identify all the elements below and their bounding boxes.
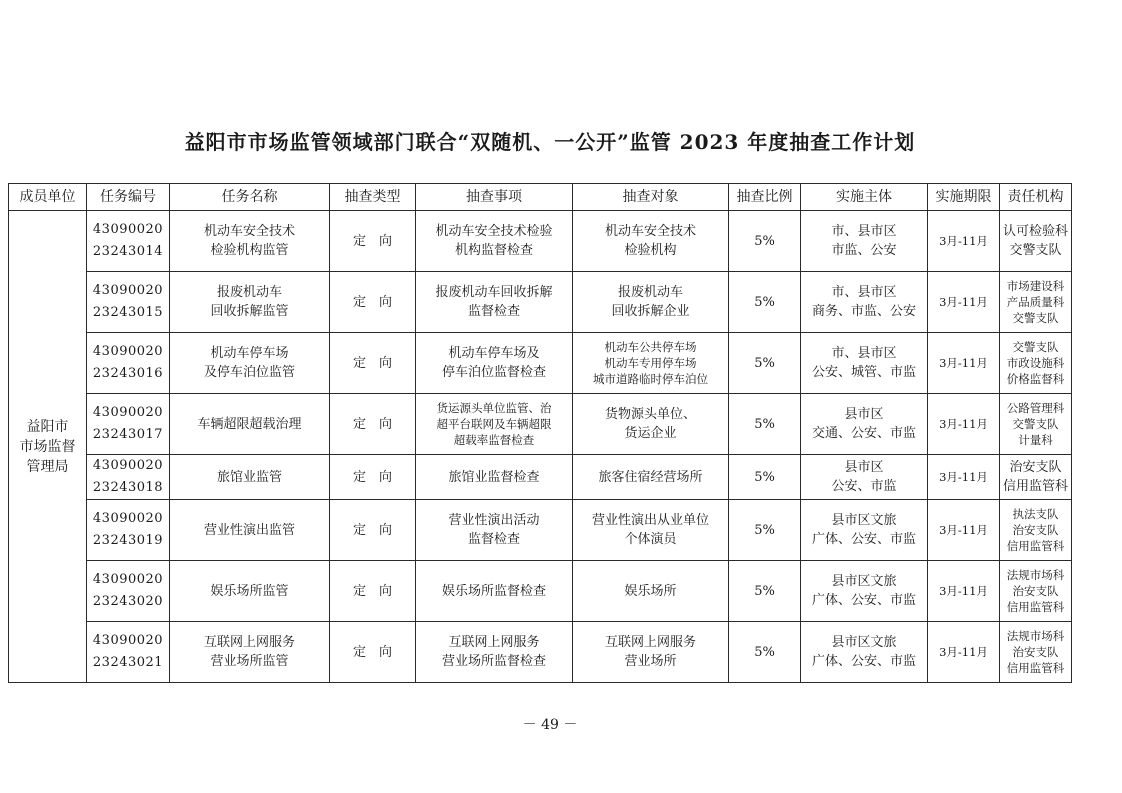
check-object-cell-line: 机动车专用停车场 [604,356,697,370]
check-ratio-cell: 5% [729,455,801,500]
dept-cell-line: 交警支队 [1009,243,1062,258]
check-object-cell-line: 报废机动车 [617,285,683,300]
dept-cell-line: 治安支队 [1012,645,1059,659]
task-code-cell-line: 43090020 [92,511,164,526]
subject-cell-line: 广体、公安、市监 [811,532,916,547]
subject-cell [801,500,928,561]
task-code-cell [87,333,170,394]
check-object-cell-line: 城市道路临时停车泊位 [593,372,708,386]
task-code-cell-line: 43090020 [92,572,164,587]
task-name-cell-line: 检验机构监管 [210,243,289,258]
subject-cell-line: 县市区 [844,460,884,475]
check-matter-cell [416,561,573,622]
task-name-cell-line: 营业性演出监管 [203,522,295,538]
task-code-cell [87,394,170,455]
dept-cell-line: 执法支队 [1012,507,1059,521]
period-cell: 3月-11月 [928,272,1000,333]
dept-cell-line: 治安支队 [1012,584,1059,598]
task-name-cell [170,500,330,561]
task-name-cell-line: 旅馆业监管 [216,469,282,485]
header-period: 实施期限 [928,184,1000,211]
check-object-cell-line: 货物源头单位、 [604,407,696,422]
check-type-cell: 定 向 [330,272,416,333]
subject-cell-line: 广体、公安、市监 [811,654,916,669]
check-matter-cell-line: 互联网上网服务 [448,635,540,650]
check-matter-cell-line: 报废机动车回收拆解 [435,285,553,300]
task-code-cell-line: 23243018 [92,480,164,495]
task-code-cell [87,211,170,272]
check-ratio-cell: 5% [729,622,801,683]
table-row [9,455,1072,500]
check-object-cell [573,333,729,394]
dept-cell-line: 市场建设科 [1006,279,1065,293]
check-type-cell: 定 向 [330,211,416,272]
period-cell: 3月-11月 [928,500,1000,561]
document-title: 益阳市市场监管领域部门联合“双随机、一公开”监管 2023 年度抽查工作计划 [184,130,916,154]
subject-cell [801,561,928,622]
subject-cell-line: 商务、市监、公安 [811,304,916,319]
check-object-cell-line: 检验机构 [624,243,677,258]
table-row [9,272,1072,333]
member-unit-cell [9,211,87,683]
subject-cell [801,333,928,394]
subject-cell-line: 县市区文旅 [831,635,897,650]
dept-cell [1000,455,1072,500]
task-code-cell [87,561,170,622]
period-cell: 3月-11月 [928,394,1000,455]
check-type-cell: 定 向 [330,455,416,500]
task-name-cell-line: 互联网上网服务 [203,635,295,650]
header-dept: 责任机构 [1000,184,1072,211]
check-object-cell [573,561,729,622]
inspection-plan-table [8,183,1072,683]
dept-cell-line: 治安支队 [1009,460,1062,475]
task-name-cell-line: 回收拆解监管 [210,304,289,319]
check-object-cell-line: 个体演员 [624,532,677,547]
check-object-cell [573,211,729,272]
check-matter-cell [416,455,573,500]
dept-cell [1000,394,1072,455]
task-name-cell [170,455,330,500]
task-name-cell-line: 营业场所监管 [210,654,289,669]
check-matter-cell-line: 超平台联网及车辆超限 [436,417,552,431]
table-row [9,333,1072,394]
table-row [9,394,1072,455]
task-name-cell-line: 娱乐场所监管 [210,583,289,599]
task-name-cell [170,394,330,455]
check-object-cell [573,272,729,333]
period-cell: 3月-11月 [928,561,1000,622]
dept-cell-line: 产品质量科 [1006,295,1065,309]
dept-cell [1000,211,1072,272]
member-unit-line: 市场监督 [19,438,76,455]
subject-cell-line: 公安、市监 [831,479,897,494]
member-unit-line: 益阳市 [26,418,69,435]
check-object-cell [573,455,729,500]
table-row [9,622,1072,683]
dept-cell [1000,622,1072,683]
page-number: － 49 － [522,717,578,733]
check-object-cell [573,394,729,455]
check-object-cell-line: 机动车安全技术 [604,224,696,239]
check-matter-cell-line: 营业场所监督检查 [441,654,546,669]
dept-cell-line: 交警支队 [1012,417,1059,431]
check-matter-cell-line: 机构监督检查 [454,243,533,258]
task-name-cell-line: 报废机动车 [216,285,282,300]
check-matter-cell-line: 停车泊位监督检查 [441,365,546,380]
check-matter-cell-line: 营业性演出活动 [448,513,540,528]
task-code-cell-line: 43090020 [92,283,164,298]
check-matter-cell [416,394,573,455]
dept-cell-line: 公路管理科 [1006,401,1065,415]
task-code-cell [87,500,170,561]
dept-cell-line: 信用监管科 [1006,600,1065,614]
task-name-cell [170,272,330,333]
check-matter-cell-line: 旅馆业监督检查 [448,469,540,485]
header-task-code: 任务编号 [87,184,170,211]
check-matter-cell [416,622,573,683]
check-object-cell-line: 货运企业 [624,426,677,441]
task-code-cell-line: 23243021 [92,655,164,670]
header-subject: 实施主体 [801,184,928,211]
period-cell: 3月-11月 [928,333,1000,394]
dept-cell-line: 法规市场科 [1006,629,1065,643]
check-object-cell-line: 回收拆解企业 [611,304,690,319]
subject-cell [801,211,928,272]
task-code-cell-line: 23243017 [92,427,164,442]
check-object-cell-line: 娱乐场所 [624,583,677,599]
check-object-cell [573,500,729,561]
dept-cell-line: 法规市场科 [1006,568,1065,582]
task-name-cell-line: 机动车安全技术 [203,224,295,239]
subject-cell-line: 公安、城管、市监 [811,365,916,380]
check-object-cell-line: 机动车公共停车场 [604,340,697,354]
header-check-ratio: 抽查比例 [729,184,801,211]
subject-cell-line: 市、县市区 [831,346,897,361]
task-name-cell-line: 及停车泊位监管 [203,365,295,380]
task-name-cell-line: 车辆超限超载治理 [197,416,302,432]
subject-cell-line: 县市区 [844,407,884,422]
task-code-cell-line: 43090020 [92,222,164,237]
table-row [9,561,1072,622]
subject-cell [801,455,928,500]
check-matter-cell-line: 监督检查 [467,304,520,319]
check-matter-cell-line: 娱乐场所监督检查 [441,583,546,599]
check-matter-cell [416,272,573,333]
task-name-cell [170,333,330,394]
check-type-cell: 定 向 [330,333,416,394]
subject-cell [801,622,928,683]
check-type-cell: 定 向 [330,561,416,622]
task-code-cell-line: 23243016 [92,366,164,381]
check-matter-cell-line: 机动车停车场及 [448,346,540,361]
check-object-cell [573,622,729,683]
table-row [9,500,1072,561]
dept-cell-line: 交警支队 [1012,340,1059,354]
subject-cell-line: 交通、公安、市监 [811,426,916,441]
table-header-row [9,184,1072,211]
check-ratio-cell: 5% [729,333,801,394]
check-ratio-cell: 5% [729,394,801,455]
check-matter-cell-line: 超载率监督检查 [453,433,535,447]
check-type-cell: 定 向 [330,622,416,683]
header-check-matter: 抽查事项 [416,184,573,211]
dept-cell [1000,561,1072,622]
dept-cell-line: 认可检验科 [1002,224,1068,239]
subject-cell-line: 市、县市区 [831,224,897,239]
check-object-cell-line: 旅客住宿经营场所 [598,469,703,485]
task-code-cell-line: 43090020 [92,458,164,473]
subject-cell-line: 市监、公安 [831,243,897,258]
header-task-name: 任务名称 [170,184,330,211]
check-matter-cell-line: 货运源头单位监管、治 [436,401,552,415]
dept-cell-line: 市政设施科 [1006,356,1065,370]
subject-cell-line: 县市区文旅 [831,574,897,589]
task-name-cell-line: 机动车停车场 [210,346,289,361]
check-ratio-cell: 5% [729,211,801,272]
task-code-cell-line: 23243019 [92,533,164,548]
member-unit-line: 管理局 [26,458,69,475]
task-code-cell [87,622,170,683]
dept-cell-line: 信用监管科 [1006,661,1065,675]
header-check-object: 抽查对象 [573,184,729,211]
task-code-cell-line: 43090020 [92,344,164,359]
task-code-cell-line: 23243020 [92,594,164,609]
subject-cell-line: 县市区文旅 [831,513,897,528]
subject-cell-line: 市、县市区 [831,285,897,300]
subject-cell [801,394,928,455]
dept-cell-line: 信用监管科 [1002,479,1068,494]
dept-cell [1000,500,1072,561]
dept-cell-line: 治安支队 [1012,523,1059,537]
check-matter-cell-line: 监督检查 [467,532,520,547]
task-code-cell-line: 23243015 [92,305,164,320]
task-code-cell [87,455,170,500]
check-matter-cell [416,333,573,394]
task-code-cell [87,272,170,333]
task-name-cell [170,622,330,683]
task-code-cell-line: 23243014 [92,244,164,259]
dept-cell-line: 交警支队 [1012,311,1059,325]
dept-cell-line: 计量科 [1018,433,1053,447]
check-object-cell-line: 营业性演出从业单位 [591,513,709,528]
check-matter-cell [416,500,573,561]
task-code-cell-line: 43090020 [92,633,164,648]
check-matter-cell [416,211,573,272]
check-matter-cell-line: 机动车安全技术检验 [435,224,553,239]
period-cell: 3月-11月 [928,455,1000,500]
dept-cell-line: 信用监管科 [1006,539,1065,553]
task-code-cell-line: 43090020 [92,405,164,420]
check-ratio-cell: 5% [729,561,801,622]
period-cell: 3月-11月 [928,211,1000,272]
dept-cell [1000,333,1072,394]
header-member-unit: 成员单位 [9,184,87,211]
dept-cell [1000,272,1072,333]
check-type-cell: 定 向 [330,500,416,561]
table-row [9,211,1072,272]
task-name-cell [170,211,330,272]
period-cell: 3月-11月 [928,622,1000,683]
check-ratio-cell: 5% [729,272,801,333]
subject-cell-line: 广体、公安、市监 [811,593,916,608]
check-object-cell-line: 营业场所 [624,654,677,669]
task-name-cell [170,561,330,622]
check-type-cell: 定 向 [330,394,416,455]
dept-cell-line: 价格监督科 [1006,372,1065,386]
check-ratio-cell: 5% [729,500,801,561]
subject-cell [801,272,928,333]
header-check-type: 抽查类型 [330,184,416,211]
check-object-cell-line: 互联网上网服务 [604,635,696,650]
